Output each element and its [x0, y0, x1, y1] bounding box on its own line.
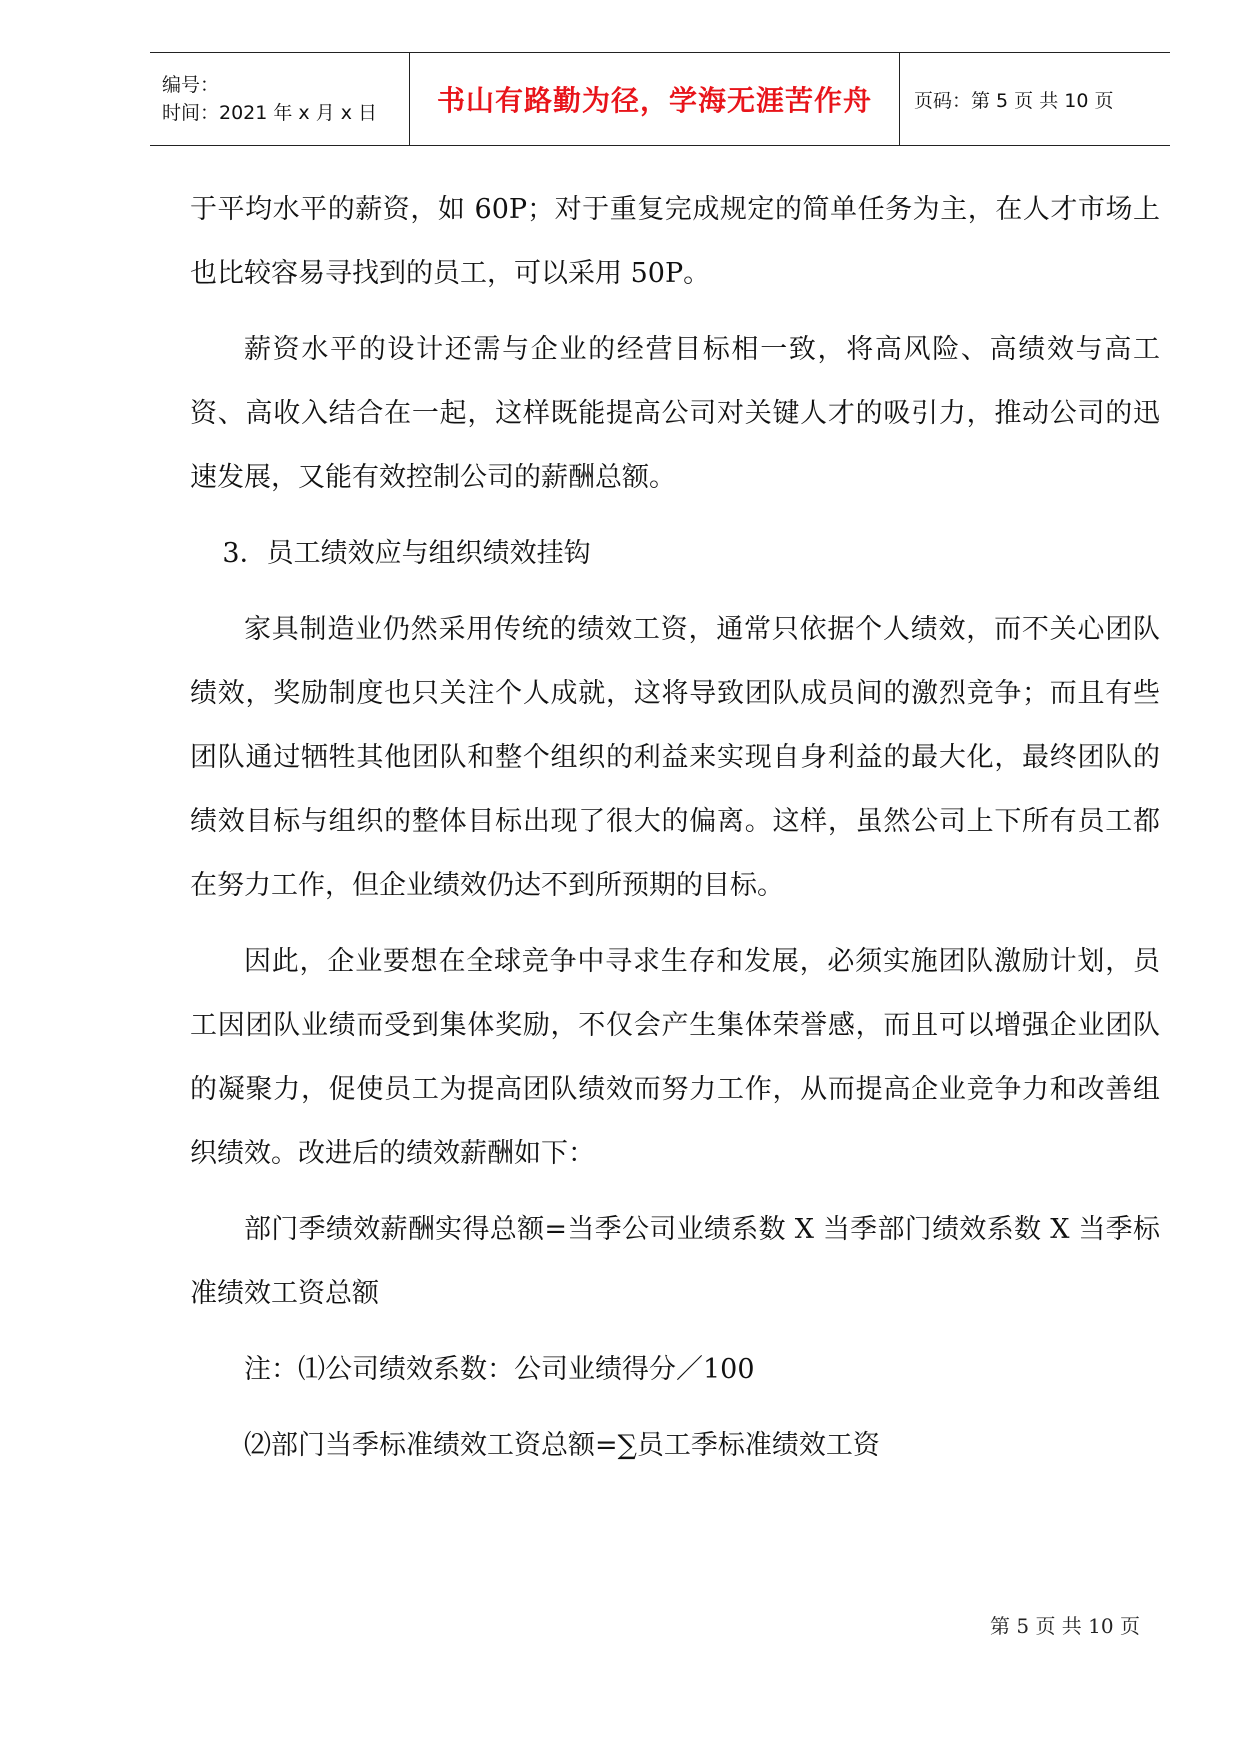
- document-time-label: 时间：2021 年 x 月 x 日: [162, 102, 378, 124]
- paragraph-5: 因此，企业要想在全球竞争中寻求生存和发展，必须实施团队激励计划，员工因团队业绩而受到集体奖励，不仅会产生集体荣誉感，而且可以增强企业团队的凝聚力，促使员工为提高团队绩效而努力工作，从而提高企业竞争力和改善组织绩效。改进后的绩效薪酬如下：: [190, 946, 1160, 1169]
- paragraph-2: 薪资水平的设计还需与企业的经营目标相一致，将高风险、高绩效与高工资、高收入结合在一起，这样既能提高公司对关键人才的吸引力，推动公司的迅速发展，又能有效控制公司的薪酬总额。: [190, 334, 1160, 493]
- section-heading: 3．员工绩效应与组织绩效挂钩: [222, 538, 591, 569]
- page-footer: 第 5 页 共 10 页: [990, 1614, 1140, 1638]
- document-body: [190, 178, 1160, 1490]
- header-page-label: 页码：第 5 页 共 10 页: [914, 89, 1114, 112]
- page-header: [150, 52, 1170, 146]
- header-motto: 书山有路勤为径，学海无涯苦作舟: [436, 84, 872, 117]
- header-page-cell: [900, 53, 1170, 145]
- header-motto-cell: [410, 53, 900, 145]
- formula-paragraph: 部门季绩效薪酬实得总额=当季公司业绩系数 X 当季部门绩效系数 X 当季标准绩效工资总额: [190, 1214, 1160, 1309]
- note-1: 注：⑴公司绩效系数：公司业绩得分／100: [244, 1354, 755, 1385]
- header-meta: [150, 53, 410, 145]
- paragraph-4: 家具制造业仍然采用传统的绩效工资，通常只依据个人绩效，而不关心团队绩效，奖励制度也只关注个人成就，这将导致团队成员间的激烈竞争；而且有些团队通过牺牲其他团队和整个组织的利益来实现自身利益的最大化，最终团队的绩效目标与组织的整体目标出现了很大的偏离。这样，虽然公司上下所有员工都在努力工作，但企业绩效仍达不到所预期的目标。: [190, 614, 1160, 901]
- note-2: ⑵部门当季标准绩效工资总额=∑员工季标准绩效工资: [244, 1430, 880, 1461]
- paragraph-1: 于平均水平的薪资，如 60P；对于重复完成规定的简单任务为主，在人才市场上也比较容易寻找到的员工，可以采用 50P。: [190, 194, 1160, 289]
- document-number-label: 编号：: [162, 74, 220, 96]
